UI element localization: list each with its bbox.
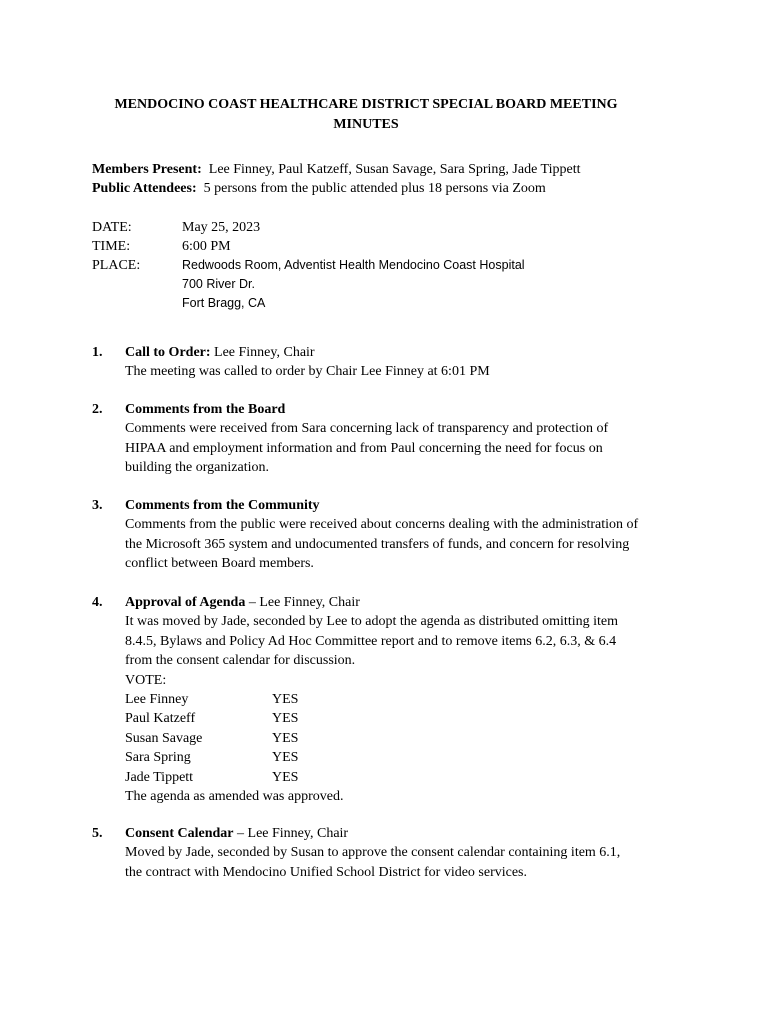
- section-line: Moved by Jade, seconded by Susan to approve the consent calendar containing item 6.1,: [125, 845, 621, 861]
- section-title: Comments from the Board: [125, 402, 286, 417]
- section-line: the Microsoft 365 system and undocumented transfers of funds, and concern for resolving: [125, 536, 630, 552]
- section-comments-community: [92, 496, 712, 574]
- section-line: the contract with Mendocino Unified School District for video services.: [125, 864, 528, 880]
- voter-name: Paul Katzeff: [125, 711, 196, 727]
- section-line: Comments were received from Sara concerning lack of transparency and protection of: [125, 421, 609, 437]
- section-title: Consent Calendar: [125, 826, 234, 841]
- place-row: [92, 256, 525, 275]
- voter-name: Sara Spring: [125, 750, 191, 766]
- place-row-2: [92, 275, 525, 294]
- section-number: 5.: [92, 826, 103, 841]
- voter-vote: YES: [272, 711, 299, 727]
- date-row: [92, 218, 525, 237]
- voter-name: Lee Finney: [125, 692, 189, 708]
- section-call-to-order: [92, 343, 692, 382]
- section-comments-board: [92, 400, 692, 478]
- time-row: [92, 237, 525, 256]
- public-attendees-line: [92, 179, 692, 198]
- members-present-value: Lee Finney, Paul Katzeff, Susan Savage, Sara Spring, Jade Tippett: [208, 162, 581, 177]
- meeting-meta: [92, 218, 525, 313]
- time-label: TIME:: [92, 239, 131, 254]
- voter-vote: YES: [272, 730, 299, 746]
- section-line: Comments from the public were received about concerns dealing with the administration of: [125, 517, 639, 533]
- voter-vote: YES: [272, 750, 299, 766]
- section-number: 3.: [92, 498, 103, 513]
- section-title: Call to Order:: [125, 345, 211, 360]
- section-line: 8.4.5, Bylaws and Policy Ad Hoc Committee report and to remove items 6.2, 6.3, & 6.4: [125, 633, 617, 649]
- section-title-suffix: – Lee Finney, Chair: [245, 595, 360, 610]
- section-line: The meeting was called to order by Chair Lee Finney at 6:01 PM: [125, 364, 490, 380]
- public-attendees-value: 5 persons from the public attended plus 18 persons via Zoom: [203, 181, 546, 196]
- section-line: building the organization.: [125, 460, 269, 476]
- page-title: MENDOCINO COAST HEALTHCARE DISTRICT SPECIAL BOARD MEETING MINUTES: [114, 97, 618, 132]
- vote-row: [125, 690, 692, 709]
- section-title: Approval of Agenda: [125, 595, 246, 610]
- voter-vote: YES: [272, 692, 299, 708]
- section-consent-calendar: [92, 824, 692, 882]
- place-row-3: [92, 294, 525, 313]
- section-title: Comments from the Community: [125, 498, 320, 513]
- voter-name: Jade Tippett: [125, 769, 194, 785]
- vote-row: [125, 748, 692, 767]
- section-title-suffix: Lee Finney, Chair: [210, 345, 315, 360]
- section-number: 2.: [92, 402, 103, 417]
- date-value: May 25, 2023: [182, 220, 261, 235]
- place-line-1: Redwoods Room, Adventist Health Mendocino Coast Hospital: [182, 258, 525, 272]
- place-label: PLACE:: [92, 258, 141, 273]
- voter-name: Susan Savage: [125, 730, 203, 746]
- members-present-label: Members Present:: [92, 162, 202, 177]
- time-value: 6:00 PM: [182, 239, 231, 254]
- section-number: 4.: [92, 595, 103, 610]
- section-title-suffix: – Lee Finney, Chair: [233, 826, 349, 841]
- members-block: [92, 160, 692, 198]
- section-line: conflict between Board members.: [125, 556, 314, 572]
- vote-row: [125, 709, 692, 728]
- voter-vote: YES: [272, 769, 299, 785]
- section-line: HIPAA and employment information and from Paul concerning the need for focus on: [125, 440, 603, 456]
- section-number: 1.: [92, 345, 103, 360]
- members-present-line: [92, 160, 692, 179]
- section-closing: The agenda as amended was approved.: [125, 789, 344, 805]
- section-line: from the consent calendar for discussion.: [125, 653, 356, 669]
- section-line: It was moved by Jade, seconded by Lee to adopt the agenda as distributed omitting item: [125, 614, 618, 630]
- public-attendees-label: Public Attendees:: [92, 181, 197, 196]
- vote-row: [125, 729, 692, 748]
- vote-row: [125, 768, 692, 787]
- place-line-3: Fort Bragg, CA: [182, 296, 266, 310]
- section-approval-agenda: [92, 593, 692, 806]
- vote-label: VOTE:: [125, 672, 167, 688]
- place-line-2: 700 River Dr.: [182, 277, 255, 291]
- date-label: DATE:: [92, 220, 132, 235]
